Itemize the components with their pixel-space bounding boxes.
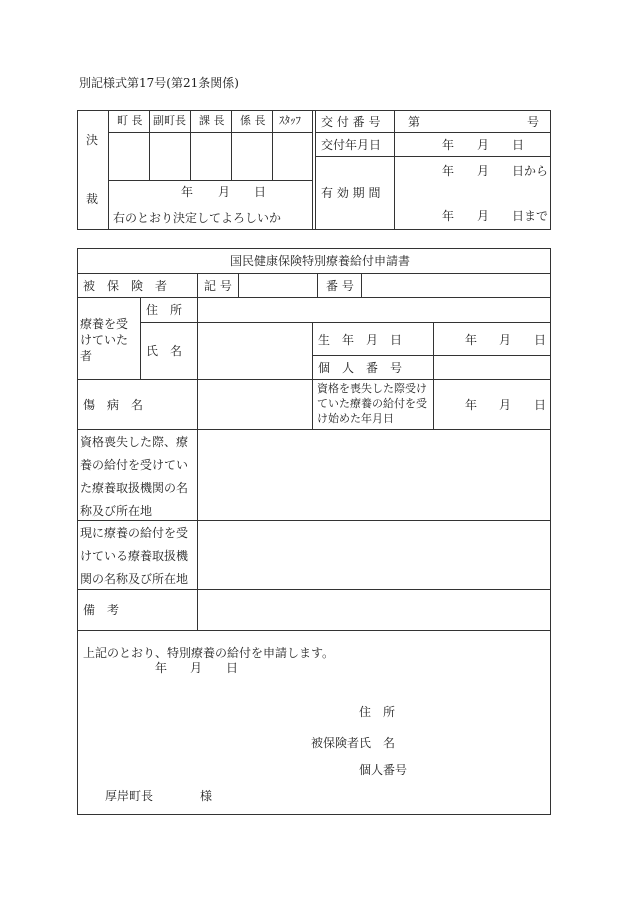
declaration-text: 上記のとおり、特別療養の給付を申請します。: [83, 646, 335, 660]
issue-date-label: 交付年月日: [321, 138, 382, 152]
role-subsection-chief: 係 長: [240, 114, 266, 127]
birth-label: 生 年 月 日: [318, 333, 403, 347]
role-mayor: 町 長: [117, 114, 143, 127]
valid-to-month: 月: [477, 209, 490, 223]
bango-field[interactable]: [363, 275, 548, 296]
valid-to-year: 年: [442, 209, 455, 223]
role-staff: ｽﾀｯﾌ: [279, 114, 301, 127]
patient-address-field[interactable]: [199, 299, 548, 321]
valid-to-day: 日まで: [512, 209, 549, 223]
remarks-field[interactable]: [199, 591, 548, 629]
role-section-chief: 課 長: [199, 114, 225, 127]
start-month: 月: [499, 398, 512, 412]
valid-from-year: 年: [442, 164, 455, 178]
valid-from-day: 日から: [512, 164, 549, 178]
name-label: 氏 名: [146, 344, 183, 358]
approval-date-month: 月: [218, 185, 231, 199]
issue-date-day: 日: [512, 138, 525, 152]
signer-mynumber-label: 個人番号: [359, 763, 408, 777]
start-year: 年: [465, 398, 478, 412]
issue-number-suffix: 号: [527, 115, 540, 129]
kigo-label: 記 号: [204, 279, 232, 293]
insured-label: 被 保 険 者: [83, 279, 168, 293]
current-facility-label: 現に療養の給付を受けている療養取扱機関の名称及び所在地: [80, 526, 189, 586]
issue-date-month: 月: [477, 138, 490, 152]
signer-address-label: 住 所: [359, 705, 396, 719]
recipient-name: 厚岸町長: [105, 789, 154, 803]
issue-number-prefix: 第: [408, 115, 421, 129]
injury-label: 傷 病 名: [83, 398, 144, 412]
prev-facility-label: 資格喪失した際、療養の給付を受けていた療養取扱機関の名称及び所在地: [80, 435, 189, 518]
start-day: 日: [534, 398, 547, 412]
prev-facility-field[interactable]: [199, 431, 548, 518]
declaration-year: 年: [155, 661, 168, 675]
declaration-month: 月: [190, 661, 203, 675]
mynumber-label: 個 人 番 号: [318, 361, 403, 375]
kigo-field[interactable]: [240, 275, 316, 296]
address-label: 住 所: [146, 303, 183, 317]
bango-label: 番 号: [326, 279, 354, 293]
start-date-label: 資格を喪失した際受けていた療養の給付を受け始めた年月日: [317, 382, 427, 425]
current-facility-field[interactable]: [199, 522, 548, 587]
kessai-label-top: 決: [86, 133, 99, 147]
issue-date-year: 年: [442, 138, 455, 152]
approval-date-year: 年: [181, 185, 194, 199]
validity-label: 有 効 期 間: [321, 186, 381, 200]
form-reference: 別記様式第17号(第21条関係): [79, 76, 239, 90]
issue-number-label: 交 付 番 号: [321, 115, 381, 129]
remarks-label: 備 考: [83, 603, 120, 617]
birth-day: 日: [534, 333, 547, 347]
patient-label: 療養を受けていた者: [80, 317, 129, 363]
injury-field[interactable]: [199, 381, 310, 427]
mynumber-field[interactable]: [435, 357, 548, 378]
role-deputy-mayor: 副町長: [153, 114, 186, 127]
birth-month: 月: [499, 333, 512, 347]
recipient-honorific: 様: [200, 789, 213, 803]
signer-name-label: 被保険者氏 名: [311, 736, 396, 750]
kessai-label-bottom: 裁: [86, 192, 99, 206]
declaration-day: 日: [226, 661, 239, 675]
patient-name-field[interactable]: [199, 324, 310, 378]
approval-date-day: 日: [254, 185, 267, 199]
valid-from-month: 月: [477, 164, 490, 178]
form-title: 国民健康保険特別療養給付申請書: [230, 254, 411, 268]
birth-year: 年: [465, 333, 478, 347]
decision-text: 右のとおり決定してよろしいか: [113, 211, 282, 225]
